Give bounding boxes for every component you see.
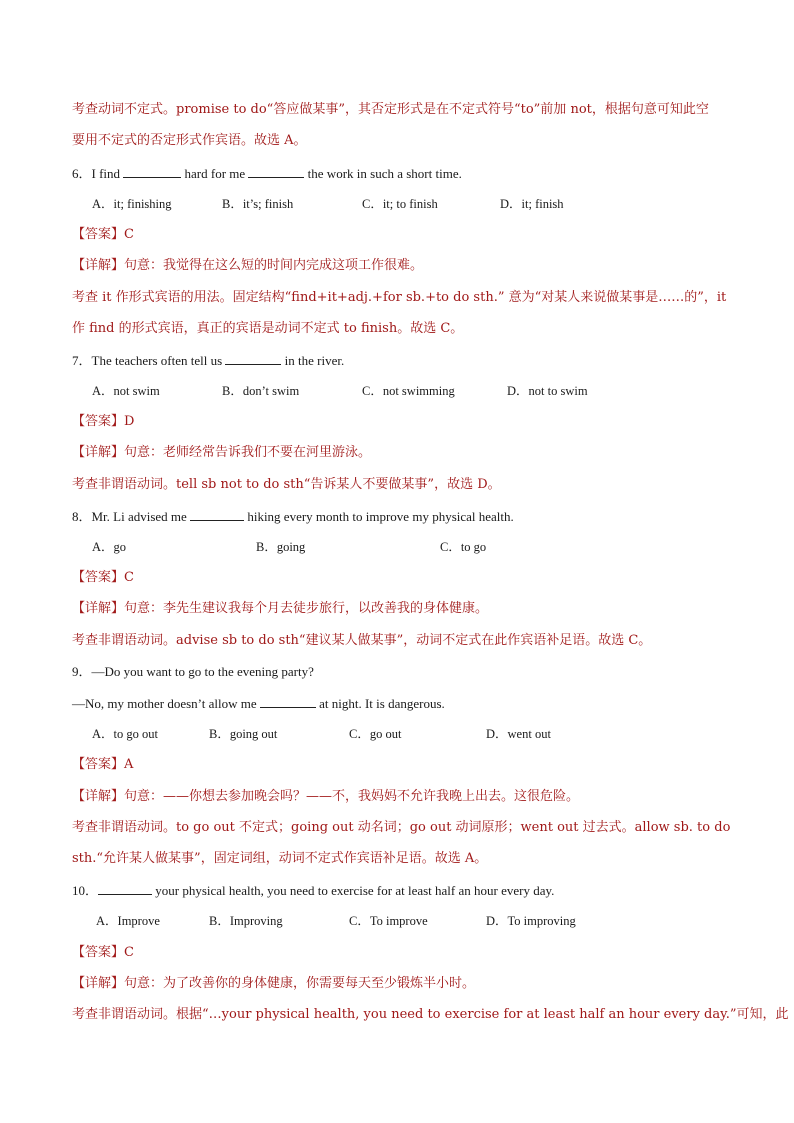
detail-line: 考查非谓语动词。根据“…your physical health, you need to exercise for at least half an hour every day.”可知，此 — [72, 1007, 789, 1022]
detail-line: 【详解】句意：——你想去参加晚会吗？——不，我妈妈不允许我晚上出去。这很危险。 — [72, 789, 580, 804]
option-c: C．To improve — [349, 914, 428, 928]
detail-line: 作 find 的形式宾语，真正的宾语是动词不定式 to finish。故选 C。 — [72, 321, 464, 336]
option-a: A．go — [92, 540, 127, 554]
stem-text: in the river. — [281, 353, 345, 368]
detail-line: 考查非谓语动词。tell sb not to do sth“告诉某人不要做某事”，故选 D。 — [72, 477, 501, 492]
detail-line: 【详解】句意：为了改善你的身体健康，你需要每天至少锻炼半小时。 — [72, 976, 476, 991]
answer-blank — [123, 165, 181, 178]
stem-text: 10． — [72, 883, 99, 898]
detail-line: 考查非谓语动词。to go out 不定式；going out 动名词；go out 动词原形；went out 过去式。allow sb. to do — [72, 820, 731, 835]
stem-text: 7．The teachers often tell us — [72, 353, 226, 368]
stem-text: 8．Mr. Li advised me — [72, 509, 191, 524]
answer-line: 【答案】C — [72, 227, 134, 242]
question-stem — [72, 882, 554, 899]
answer-line: 【答案】D — [72, 414, 135, 429]
question-stem — [72, 352, 344, 369]
option-b: B．going out — [209, 727, 278, 741]
option-b: B．going — [256, 540, 306, 554]
option-c: C．go out — [349, 727, 402, 741]
stem-text: at night. It is dangerous. — [315, 696, 445, 711]
stem-text: —No, my mother doesn’t allow me — [72, 696, 260, 711]
detail-line: 考查非谓语动词。advise sb to do sth“建议某人做某事”，动词不定式在此作宾语补足语。故选 C。 — [72, 633, 652, 648]
detail-line: 【详解】句意：老师经常告诉我们不要在河里游泳。 — [72, 445, 372, 460]
option-a: A．to go out — [92, 727, 158, 741]
option-b: B．it’s; finish — [222, 197, 294, 211]
option-b: B．don’t swim — [222, 384, 300, 398]
answer-blank — [225, 352, 281, 365]
answer-line: 【答案】A — [72, 757, 134, 772]
option-c: C．not swimming — [362, 384, 455, 398]
explanation-line: 要用不定式的否定形式作宾语。故选 A。 — [72, 133, 307, 148]
answer-blank — [190, 508, 244, 521]
answer-line: 【答案】C — [72, 570, 134, 585]
stem-text: the work in such a short time. — [304, 166, 462, 181]
answer-line: 【答案】C — [72, 945, 134, 960]
detail-line: sth.“允许某人做某事”，固定词组，动词不定式作宾语补足语。故选 A。 — [72, 851, 488, 866]
stem-text: your physical health, you need to exercise for at least half an hour every day. — [152, 883, 555, 898]
option-c: C．it; to finish — [362, 197, 438, 211]
option-a: A．it; finishing — [92, 197, 172, 211]
detail-line: 【详解】句意：李先生建议我每个月去徒步旅行，以改善我的身体健康。 — [72, 601, 489, 616]
option-b: B．Improving — [209, 914, 283, 928]
question-stem — [72, 695, 445, 712]
stem-text: hard for me — [181, 166, 249, 181]
detail-line: 考查 it 作形式宾语的用法。固定结构“find+it+adj.+for sb.+to do sth.” 意为“对某人来说做某事是……的”，it — [72, 290, 727, 305]
option-c: C．to go — [440, 540, 487, 554]
option-a: A．not swim — [92, 384, 160, 398]
answer-blank — [98, 882, 152, 895]
option-d: D．not to swim — [507, 384, 588, 398]
explanation-line: 考查动词不定式。promise to do“答应做某事”，其否定形式是在不定式符号“to”前加 not，根据句意可知此空 — [72, 102, 709, 117]
option-d: D．To improving — [486, 914, 576, 928]
question-stem: 9．—Do you want to go to the evening party? — [72, 664, 314, 679]
option-d: D．it; finish — [500, 197, 564, 211]
question-stem — [72, 508, 514, 525]
question-stem — [72, 165, 462, 182]
detail-line: 【详解】句意：我觉得在这么短的时间内完成这项工作很难。 — [72, 258, 424, 273]
answer-blank — [248, 165, 304, 178]
stem-text: hiking every month to improve my physical health. — [244, 509, 514, 524]
stem-text: 6．I find — [72, 166, 124, 181]
answer-blank — [260, 695, 316, 708]
option-d: D．went out — [486, 727, 551, 741]
option-a: A．Improve — [96, 914, 160, 928]
